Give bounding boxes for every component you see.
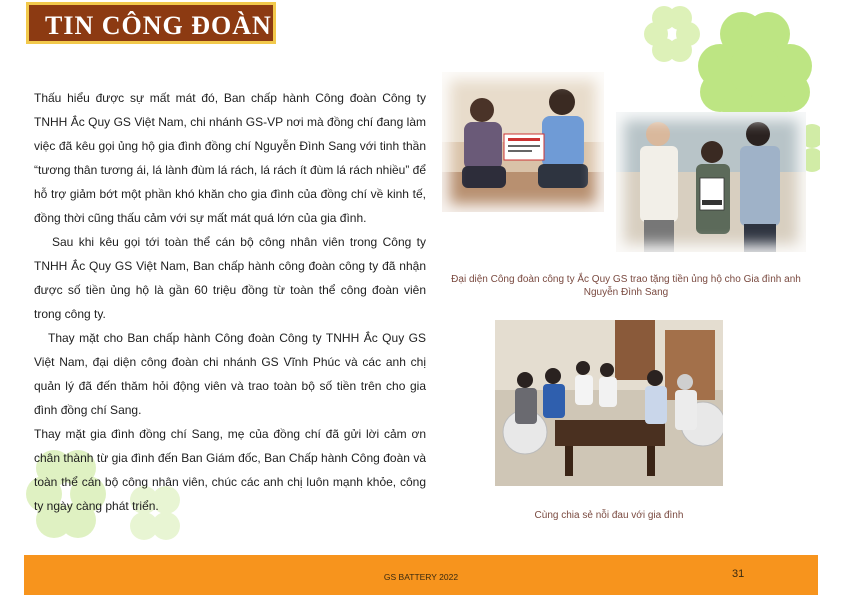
clover-decoration-small <box>640 2 704 66</box>
article-paragraph: Thay mặt gia đình đồng chí Sang, mẹ của đồng chí đã gửi lời cảm ơn chân thành từ gia đình đến Ban Giám đốc, Ban Chấp hành Công đoàn và toàn thể cán bộ công nhân viên, chúc các anh chị luôn mạnh khỏe, công ty ngày càng phát triển. <box>34 427 426 513</box>
photo-caption-donation: Đại diện Công đoàn công ty Ắc Quy GS trao tặng tiền ủng hộ cho Gia đình anh Nguyễn Đình Sang <box>451 274 801 298</box>
photo-donation-handover <box>442 72 604 212</box>
article-paragraph: Thấu hiểu được sự mất mát đó, Ban chấp hành Công đoàn Công ty TNHH Ắc Quy GS Việt Nam, chi nhánh GS-VP nơi mà đồng chí đang làm việc đã kêu gọi ủng hộ gia đình đồng chí Nguyễn Đình Sang với tinh thần “tương thân tương ái, lá lành đùm lá rách, lá rách ít đùm lá rách nhiều” để hỗ trợ giảm bớt một phần khó khăn cho gia đình của đồng chí về kinh tế, đồng thời cũng thấu cảm với sự mất mát quá lớn của gia đình. <box>34 91 427 225</box>
photo-family-group <box>616 112 806 252</box>
page-number: 31 <box>732 568 745 580</box>
photo-caption-sharing: Cùng chia sẻ nỗi đau với gia đình <box>534 510 684 521</box>
section-title-banner <box>26 2 276 44</box>
photo-visiting-family <box>495 320 723 486</box>
article-paragraph: Sau khi kêu gọi tới toàn thể cán bộ công nhân viên trong Công ty TNHH Ắc Quy GS Việt Nam, Ban chấp hành công đoàn công ty đã nhận được số tiền ủng hộ là gần 60 triệu đồng từ toàn thể công đoàn viên trong công ty. <box>34 235 426 321</box>
article-body <box>34 86 426 518</box>
article-paragraph: Thay mặt cho Ban chấp hành Công đoàn Công ty TNHH Ắc Quy GS Việt Nam, đại diện công đoàn chi nhánh GS Vĩnh Phúc và các anh chị quản lý đã đến thăm hỏi động viên và trao toàn bộ số tiền trên cho gia đình đồng chí Sang. <box>34 331 426 417</box>
section-title: TIN CÔNG ĐOÀN <box>45 11 272 40</box>
page-footer <box>24 555 818 595</box>
footer-label: GS BATTERY 2022 <box>383 572 459 582</box>
